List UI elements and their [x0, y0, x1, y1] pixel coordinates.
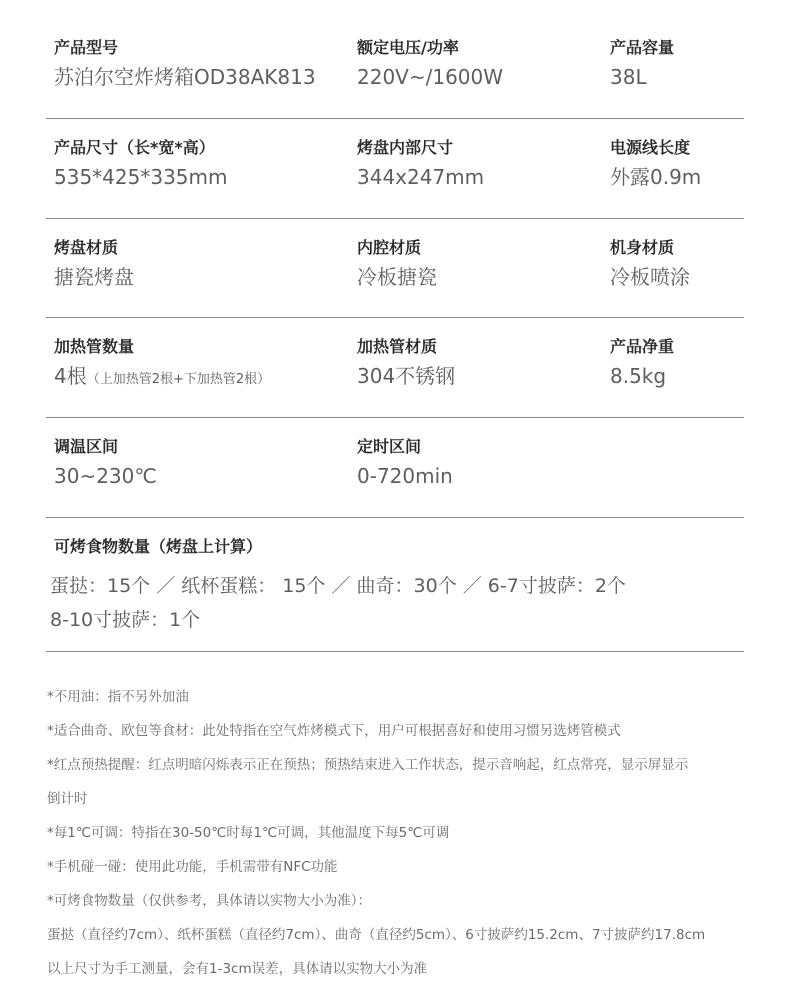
spec-row-5	[46, 437, 744, 518]
spec-value: 30~230℃	[54, 464, 157, 488]
spec-voltage-power	[357, 38, 503, 90]
spec-label: 产品净重	[610, 337, 675, 356]
spec-value: 搪瓷烤盘	[54, 265, 134, 289]
spec-value: 304不锈钢	[357, 364, 456, 388]
note-item: 蛋挞（直径约7cm）、纸杯蛋糕（直径约7cm）、曲奇（直径约5cm）、6寸披萨约15.2cm、7寸披萨约17.8cm	[47, 927, 706, 943]
spec-tray-material	[54, 238, 134, 290]
spec-cord-length	[610, 138, 701, 190]
spec-heating-tube-material	[357, 337, 455, 389]
foods-line-1: 蛋挞：15个 ／ 纸杯蛋糕： 15个 ／ 曲奇：30个 ／ 6-7寸披萨：2个	[50, 575, 626, 597]
note-item: *不用油：指不另外加油	[47, 689, 189, 705]
foods-label: 可烤食物数量（烤盘上计算）	[54, 537, 263, 556]
spec-value: 38L	[610, 65, 647, 89]
spec-label: 电源线长度	[610, 138, 691, 157]
spec-net-weight	[610, 337, 674, 389]
spec-label: 内腔材质	[357, 238, 422, 257]
spec-value-main: 4根	[54, 364, 87, 388]
spec-label: 加热管数量	[54, 337, 135, 356]
note-item: 倒计时	[47, 791, 88, 807]
spec-value: 0-720min	[357, 464, 453, 488]
spec-label: 产品尺寸（长*宽*高）	[54, 138, 215, 157]
note-item: *每1℃可调：特指在30-50℃时每1℃可调，其他温度下每5℃可调	[47, 825, 450, 841]
foods-title	[54, 537, 262, 557]
note-item: *红点预热提醒：红点明暗闪烁表示正在预热；预热结束进入工作状态，提示音响起，红点常亮，显示屏显示	[47, 757, 689, 773]
spec-model	[54, 38, 316, 90]
spec-value: 冷板搪瓷	[357, 265, 437, 289]
spec-value: 苏泊尔空炸烤箱OD38AK813	[54, 65, 316, 89]
spec-label: 烤盘材质	[54, 238, 119, 257]
spec-value: 外露0.9m	[610, 165, 702, 189]
spec-label: 产品容量	[610, 38, 675, 57]
spec-value: 冷板喷涂	[610, 265, 690, 289]
spec-tray-inner-size	[357, 138, 484, 190]
spec-label: 定时区间	[357, 437, 422, 456]
note-item: *可烤食物数量（仅供参考，具体请以实物大小为准）：	[47, 893, 371, 909]
spec-label: 调温区间	[54, 437, 119, 456]
spec-timer-range	[357, 437, 453, 489]
spec-value-note: （上加热管2根+下加热管2根）	[86, 372, 271, 387]
spec-label: 产品型号	[54, 38, 119, 57]
spec-row-4	[46, 337, 744, 418]
spec-row-2	[46, 138, 744, 219]
spec-value	[54, 363, 270, 393]
note-item: *适合曲奇、欧包等食材：此处特指在空气炸烤模式下，用户可根据喜好和使用习惯另选烤管模式	[47, 723, 621, 739]
spec-temp-range	[54, 437, 157, 489]
footnotes	[47, 680, 747, 986]
foods-section	[46, 537, 744, 652]
spec-label: 机身材质	[610, 238, 675, 257]
spec-value: 8.5kg	[610, 364, 667, 388]
spec-cavity-material	[357, 238, 437, 290]
spec-dimensions	[54, 138, 228, 190]
spec-row-1	[46, 38, 744, 119]
note-item: 以上尺寸为手工测量，会有1-3cm误差，具体请以实物大小为准	[47, 961, 428, 977]
spec-label: 烤盘内部尺寸	[357, 138, 454, 157]
spec-label: 额定电压/功率	[357, 38, 459, 57]
note-item: *手机碰一碰：使用此功能，手机需带有NFC功能	[47, 859, 338, 875]
foods-line-2: 8-10寸披萨：1个	[50, 609, 201, 631]
spec-row-3	[46, 238, 744, 318]
spec-heating-tube-count	[54, 337, 270, 393]
spec-body-material	[610, 238, 690, 290]
spec-label: 加热管材质	[357, 337, 438, 356]
spec-capacity	[610, 38, 674, 90]
spec-value: 535*425*335mm	[54, 165, 228, 189]
spec-value: 220V~/1600W	[357, 65, 504, 89]
spec-value: 344x247mm	[357, 165, 485, 189]
